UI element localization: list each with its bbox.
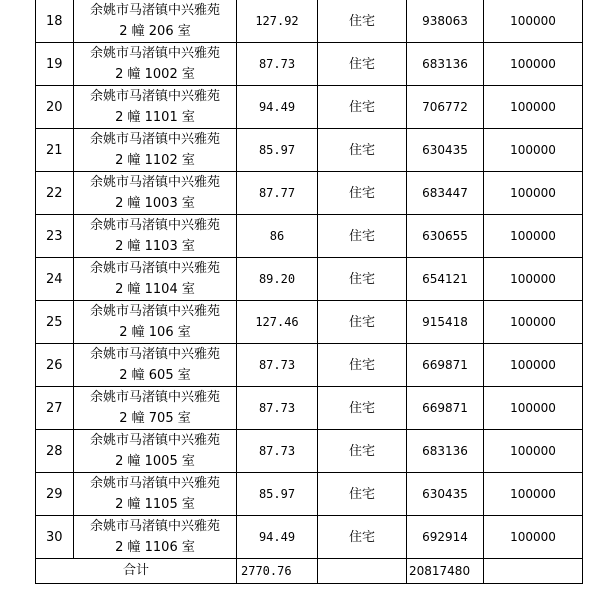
address-line-2: 2 幢 1003 室 — [115, 196, 195, 211]
amount-cell: 100000 — [484, 86, 583, 129]
price-cell: 692914 — [407, 516, 484, 559]
address-line-1: 余姚市马渚镇中兴雅苑 — [89, 347, 220, 362]
address-line-1: 余姚市马渚镇中兴雅苑 — [89, 218, 220, 233]
amount-cell: 100000 — [484, 43, 583, 86]
address-cell — [74, 516, 237, 559]
address-cell — [74, 86, 237, 129]
usage-cell: 住宅 — [318, 301, 407, 344]
usage-cell: 住宅 — [318, 172, 407, 215]
address-cell — [74, 344, 237, 387]
amount-cell: 100000 — [484, 301, 583, 344]
property-table — [35, 0, 583, 584]
price-cell: 630435 — [407, 129, 484, 172]
address-cell — [74, 172, 237, 215]
price-cell: 938063 — [407, 0, 484, 43]
area-cell: 89.20 — [237, 258, 318, 301]
area-cell: 87.73 — [237, 430, 318, 473]
area-cell: 87.77 — [237, 172, 318, 215]
area-cell: 127.46 — [237, 301, 318, 344]
address-line-2: 2 幢 1002 室 — [115, 67, 195, 82]
price-cell: 706772 — [407, 86, 484, 129]
address-cell — [74, 215, 237, 258]
address-line-1: 余姚市马渚镇中兴雅苑 — [89, 304, 220, 319]
usage-cell: 住宅 — [318, 86, 407, 129]
address-cell — [74, 473, 237, 516]
usage-cell: 住宅 — [318, 215, 407, 258]
address-line-2: 2 幢 605 室 — [119, 368, 191, 383]
address-line-2: 2 幢 1103 室 — [115, 239, 195, 254]
price-cell: 630655 — [407, 215, 484, 258]
row-number: 20 — [36, 86, 74, 129]
amount-cell: 100000 — [484, 387, 583, 430]
row-number: 18 — [36, 0, 74, 43]
amount-cell: 100000 — [484, 516, 583, 559]
total-area: 2770.76 — [237, 559, 318, 584]
area-cell: 94.49 — [237, 86, 318, 129]
price-cell: 654121 — [407, 258, 484, 301]
row-number: 25 — [36, 301, 74, 344]
amount-cell: 100000 — [484, 258, 583, 301]
usage-cell: 住宅 — [318, 516, 407, 559]
address-line-2: 2 幢 1105 室 — [115, 497, 195, 512]
area-cell: 85.97 — [237, 473, 318, 516]
area-cell: 87.73 — [237, 387, 318, 430]
area-cell: 86 — [237, 215, 318, 258]
table-row — [36, 43, 583, 86]
table-row — [36, 86, 583, 129]
amount-cell: 100000 — [484, 129, 583, 172]
area-cell: 127.92 — [237, 0, 318, 43]
address-line-1: 余姚市马渚镇中兴雅苑 — [89, 519, 220, 534]
area-cell: 87.73 — [237, 344, 318, 387]
address-cell — [74, 258, 237, 301]
amount-cell: 100000 — [484, 172, 583, 215]
amount-cell: 100000 — [484, 0, 583, 43]
table-row — [36, 344, 583, 387]
usage-cell: 住宅 — [318, 344, 407, 387]
price-cell: 630435 — [407, 473, 484, 516]
row-number: 29 — [36, 473, 74, 516]
area-cell: 94.49 — [237, 516, 318, 559]
amount-cell: 100000 — [484, 473, 583, 516]
price-cell: 683136 — [407, 430, 484, 473]
amount-cell: 100000 — [484, 430, 583, 473]
address-cell — [74, 0, 237, 43]
table-body — [36, 0, 583, 559]
address-cell — [74, 43, 237, 86]
address-line-1: 余姚市马渚镇中兴雅苑 — [89, 476, 220, 491]
table-row — [36, 516, 583, 559]
address-line-2: 2 幢 1106 室 — [115, 540, 195, 555]
usage-cell: 住宅 — [318, 258, 407, 301]
price-cell: 683447 — [407, 172, 484, 215]
address-line-2: 2 幢 106 室 — [119, 325, 191, 340]
usage-cell: 住宅 — [318, 43, 407, 86]
address-line-2: 2 幢 206 室 — [119, 24, 191, 39]
price-cell: 683136 — [407, 43, 484, 86]
address-line-1: 余姚市马渚镇中兴雅苑 — [89, 89, 220, 104]
address-line-2: 2 幢 1101 室 — [115, 110, 195, 125]
table-row — [36, 430, 583, 473]
total-amount — [484, 559, 583, 584]
usage-cell: 住宅 — [318, 0, 407, 43]
total-use — [318, 559, 407, 584]
amount-cell: 100000 — [484, 215, 583, 258]
table-row — [36, 172, 583, 215]
address-cell — [74, 387, 237, 430]
row-number: 28 — [36, 430, 74, 473]
usage-cell: 住宅 — [318, 387, 407, 430]
table-row — [36, 301, 583, 344]
table-row — [36, 215, 583, 258]
row-number: 26 — [36, 344, 74, 387]
address-line-1: 余姚市马渚镇中兴雅苑 — [89, 46, 220, 61]
table-row — [36, 387, 583, 430]
usage-cell: 住宅 — [318, 430, 407, 473]
address-cell — [74, 129, 237, 172]
address-cell — [74, 301, 237, 344]
address-line-2: 2 幢 1104 室 — [115, 282, 195, 297]
total-row — [36, 559, 583, 584]
area-cell: 85.97 — [237, 129, 318, 172]
total-label: 合计 — [36, 559, 237, 584]
address-line-2: 2 幢 1005 室 — [115, 454, 195, 469]
row-number: 27 — [36, 387, 74, 430]
table-row — [36, 129, 583, 172]
table-row — [36, 258, 583, 301]
row-number: 24 — [36, 258, 74, 301]
address-line-1: 余姚市马渚镇中兴雅苑 — [89, 175, 220, 190]
row-number: 30 — [36, 516, 74, 559]
price-cell: 669871 — [407, 344, 484, 387]
address-line-1: 余姚市马渚镇中兴雅苑 — [89, 261, 220, 276]
row-number: 22 — [36, 172, 74, 215]
address-line-2: 2 幢 705 室 — [119, 411, 191, 426]
table-row — [36, 473, 583, 516]
address-line-1: 余姚市马渚镇中兴雅苑 — [89, 433, 220, 448]
area-cell: 87.73 — [237, 43, 318, 86]
total-price: 20817480 — [407, 559, 484, 584]
price-cell: 915418 — [407, 301, 484, 344]
row-number: 21 — [36, 129, 74, 172]
address-cell — [74, 430, 237, 473]
property-table-container — [35, 0, 583, 584]
usage-cell: 住宅 — [318, 129, 407, 172]
usage-cell: 住宅 — [318, 473, 407, 516]
address-line-1: 余姚市马渚镇中兴雅苑 — [89, 390, 220, 405]
address-line-1: 余姚市马渚镇中兴雅苑 — [89, 132, 220, 147]
price-cell: 669871 — [407, 387, 484, 430]
address-line-1: 余姚市马渚镇中兴雅苑 — [89, 3, 220, 18]
amount-cell: 100000 — [484, 344, 583, 387]
row-number: 23 — [36, 215, 74, 258]
row-number: 19 — [36, 43, 74, 86]
address-line-2: 2 幢 1102 室 — [115, 153, 195, 168]
table-row — [36, 0, 583, 43]
